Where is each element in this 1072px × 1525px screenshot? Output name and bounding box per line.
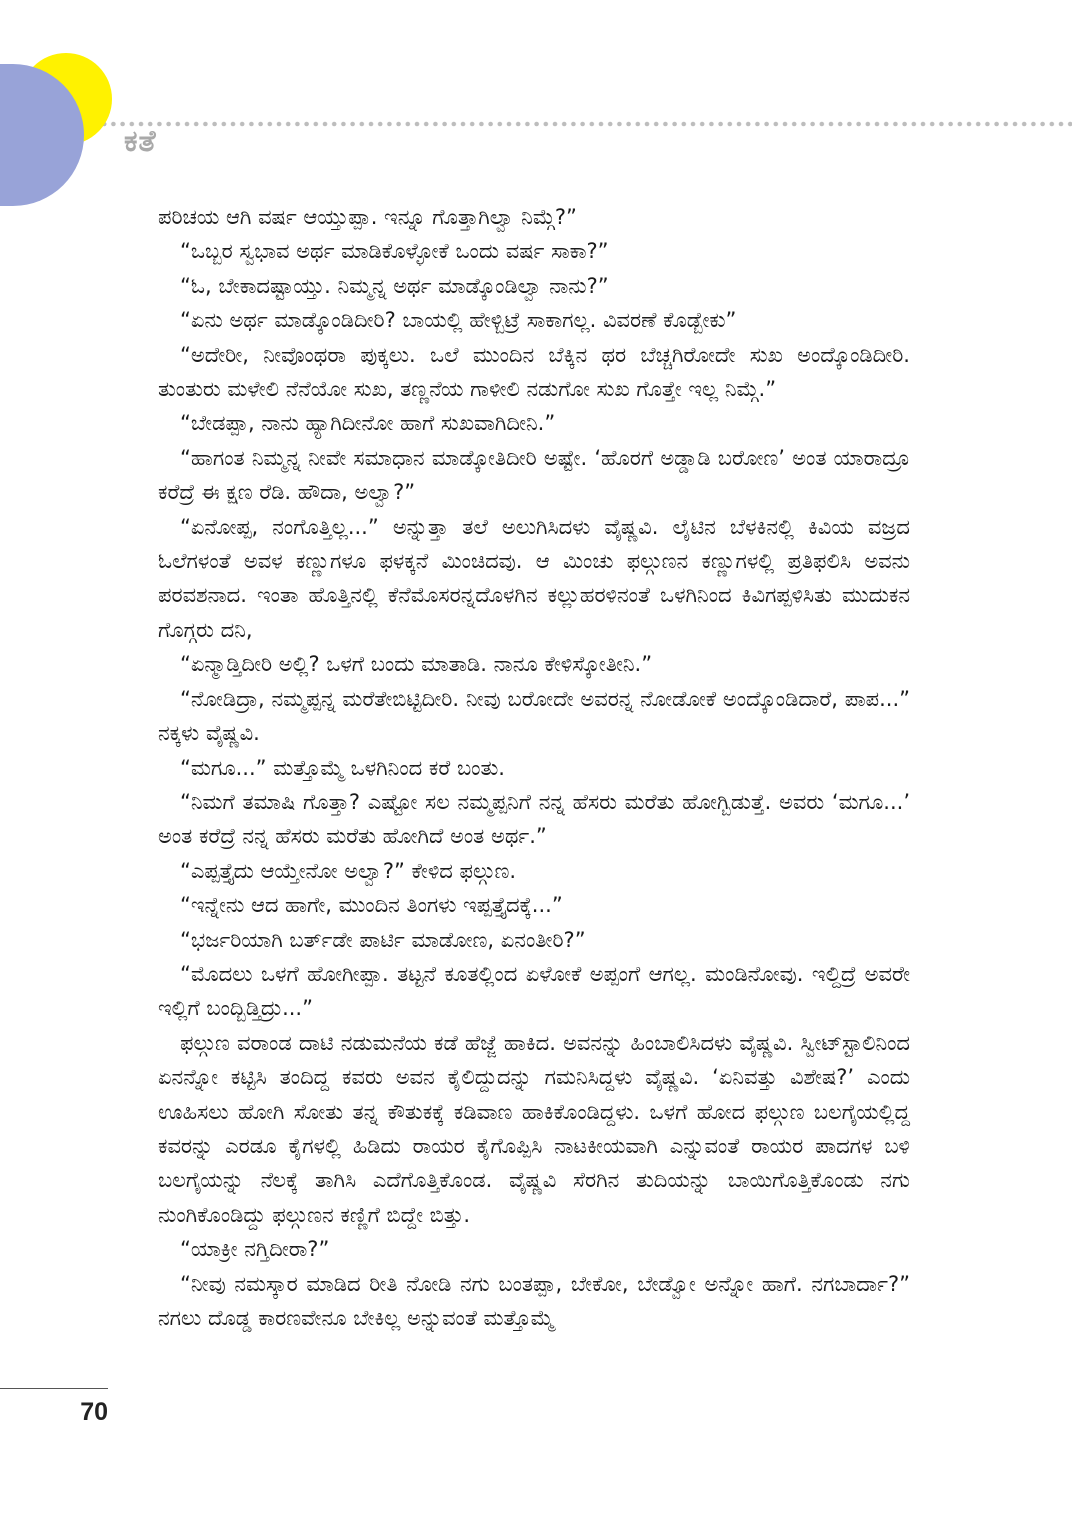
paragraph: “ನಿಮಗೆ ತಮಾಷಿ ಗೊತ್ತಾ? ಎಷ್ಟೋ ಸಲ ನಮ್ಮಪ್ಪನಿಗೆ ನನ್ನ ಹೆಸರು ಮರೆತು ಹೋಗ್ಬಿಡುತ್ತೆ. ಅವರು ‘ಮಗೂ...’ ಅಂತ ಕರೆದ್ರೆ ನನ್ನ ಹೆಸರು ಮರೆತು ಹೋಗಿದೆ ಅಂತ ಅರ್ಥ.” [158,789,910,849]
section-label: ಕತೆ [124,124,157,159]
paragraph: “ಏನು ಅರ್ಥ ಮಾಡ್ಕೊಂಡಿದೀರಿ? ಬಾಯಲ್ಲಿ ಹೇಳ್ಬಿಟ್ರೆ ಸಾಕಾಗಲ್ಲ. ವಿವರಣೆ ಕೊಡ್ಬೇಕು” [180,308,737,333]
paragraph: “ನೋಡಿದ್ರಾ, ನಮ್ಮಪ್ಪನ್ನ ಮರೆತೇಬಿಟ್ಟಿದೀರಿ. ನೀವು ಬರೋದೇ ಅವರನ್ನ ನೋಡೋಕೆ ಅಂದ್ಕೊಂಡಿದಾರೆ, ಪಾಪ...” ನಕ್ಕಳು ವೈಷ್ಣವಿ. [158,686,910,746]
page-number: 70 [80,1398,108,1426]
paragraph: “ಮೊದಲು ಒಳಗೆ ಹೋಗೀಪ್ಪಾ. ತಟ್ಟನೆ ಕೂತಲ್ಲಿಂದ ಏಳೋಕೆ ಅಪ್ಪಂಗೆ ಆಗಲ್ಲ. ಮಂಡಿನೋವು. ಇಲ್ದಿದ್ರೆ ಅವರೇ ಇಲ್ಲಿಗೆ ಬಂದ್ಬಿಡ್ತಿದ್ರು...” [158,961,910,1021]
paragraph: “ಎಪ್ಪತ್ತೈದು ಆಯ್ತೇನೋ ಅಲ್ವಾ?” ಕೇಳಿದ ಫಲ್ಗುಣ. [180,858,517,883]
paragraph: “ಏನೋಪ್ಪ, ನಂಗೊತ್ತಿಲ್ಲ...” ಅನ್ನುತ್ತಾ ತಲೆ ಅಲುಗಿಸಿದಳು ವೈಷ್ಣವಿ. ಲೈಟಿನ ಬೆಳಕಿನಲ್ಲಿ ಕಿವಿಯ ವಜ್ರದ ಓಲೆಗಳಂತೆ ಅವಳ ಕಣ್ಣುಗಳೂ ಫಳಕ್ಕನೆ ಮಿಂಚಿದವು. ಆ ಮಿಂಚು ಫಲ್ಗುಣನ ಕಣ್ಣುಗಳಲ್ಲಿ ಪ್ರತಿಫಲಿಸಿ ಅವನು ಪರವಶನಾದ. ಇಂತಾ ಹೊತ್ತಿನಲ್ಲಿ ಕೆನೆಮೊಸರನ್ನದೊಳಗಿನ ಕಲ್ಲುಹರಳಿನಂತೆ ಒಳಗಿನಿಂದ ಕಿವಿಗಪ್ಪಳಿಸಿತು ಮುದುಕನ ಗೊಗ್ಗರು ದನಿ, [158,514,910,642]
paragraph: ಪರಿಚಯ ಆಗಿ ವರ್ಷ ಆಯ್ತುಪ್ಪಾ. ಇನ್ನೂ ಗೊತ್ತಾಗಿಲ್ವಾ ನಿಮ್ಗೆ?” [158,205,577,229]
paragraph: “ಏನ್ಮಾಡ್ತಿದೀರಿ ಅಲ್ಲಿ? ಒಳಗೆ ಬಂದು ಮಾತಾಡಿ. ನಾನೂ ಕೇಳಿಸ್ಕೋತೀನಿ.” [180,652,653,677]
paragraph: “ಹಾಗಂತ ನಿಮ್ಮನ್ನ ನೀವೇ ಸಮಾಧಾನ ಮಾಡ್ಕೋತಿದೀರಿ ಅಷ್ಟೇ. ‘ಹೊರಗೆ ಅಡ್ಡಾಡಿ ಬರೋಣ’ ಅಂತ ಯಾರಾದ್ರೂ ಕರೆದ್ರೆ ಈ ಕ್ಷಣ ರೆಡಿ. ಹೌದಾ, ಅಲ್ವಾ?” [158,445,910,505]
header-decoration [0,0,1072,220]
story-body [158,200,910,1335]
paragraph: “ಬೇಡಪ್ಪಾ, ನಾನು ಹ್ಯಾಗಿದೀನೋ ಹಾಗೆ ಸುಖವಾಗಿದೀನಿ.” [180,411,556,436]
paragraph: “ಒಬ್ಬರ ಸ್ವಭಾವ ಅರ್ಥ ಮಾಡಿಕೊಳ್ಳೋಕೆ ಒಂದು ವರ್ಷ ಸಾಕಾ?” [180,239,609,264]
paragraph: “ಯಾಕ್ರೀ ನಗ್ತಿದೀರಾ?” [180,1237,330,1262]
paragraph: “ಮಗೂ...” ಮತ್ತೊಮ್ಮೆ ಒಳಗಿನಿಂದ ಕರೆ ಬಂತು. [180,755,505,780]
paragraph: “ಭರ್ಜರಿಯಾಗಿ ಬರ್ತ್‌ಡೇ ಪಾರ್ಟಿ ಮಾಡೋಣ, ಏನಂತೀರಿ?” [180,927,586,952]
paragraph: “ಇನ್ನೇನು ಆದ ಹಾಗೇ, ಮುಂದಿನ ತಿಂಗಳು ಇಪ್ಪತ್ತೈದಕ್ಕೆ...” [180,893,563,918]
footer-rule [0,1388,108,1389]
dotted-rule [100,120,1072,128]
paragraph: “ಓ, ಬೇಕಾದಷ್ಟಾಯ್ತು. ನಿಮ್ಮನ್ನ ಅರ್ಥ ಮಾಡ್ಕೊಂಡಿಲ್ವಾ ನಾನು?” [180,273,609,298]
paragraph: “ನೀವು ನಮಸ್ಕಾರ ಮಾಡಿದ ರೀತಿ ನೋಡಿ ನಗು ಬಂತಪ್ಪಾ, ಬೇಕೋ, ಬೇಡ್ವೋ ಅನ್ನೋ ಹಾಗೆ. ನಗಬಾರ್ದಾ?” ನಗಲು ದೊಡ್ಡ ಕಾರಣವೇನೂ ಬೇಕಿಲ್ಲ ಅನ್ನುವಂತೆ ಮತ್ತೊಮ್ಮೆ [158,1271,910,1330]
paragraph: ಫಲ್ಗುಣ ವರಾಂಡ ದಾಟಿ ನಡುಮನೆಯ ಕಡೆ ಹೆಜ್ಜೆ ಹಾಕಿದ. ಅವನನ್ನು ಹಿಂಬಾಲಿಸಿದಳು ವೈಷ್ಣವಿ. ಸ್ವೀಟ್‌ಸ್ಟಾಲಿನಿಂದ ಏನನ್ನೋ ಕಟ್ಟಿಸಿ ತಂದಿದ್ದ ಕವರು ಅವನ ಕೈಲಿದ್ದುದನ್ನು ಗಮನಿಸಿದ್ದಳು ವೈಷ್ಣವಿ. ‘ಏನಿವತ್ತು ವಿಶೇಷ?’ ಎಂದು ಊಹಿಸಲು ಹೋಗಿ ಸೋತು ತನ್ನ ಕೌತುಕಕ್ಕೆ ಕಡಿವಾಣ ಹಾಕಿಕೊಂಡಿದ್ದಳು. ಒಳಗೆ ಹೋದ ಫಲ್ಗುಣ ಬಲಗೈಯಲ್ಲಿದ್ದ ಕವರನ್ನು ಎರಡೂ ಕೈಗಳಲ್ಲಿ ಹಿಡಿದು ರಾಯರ ಕೈಗೊಪ್ಪಿಸಿ ನಾಟಕೀಯವಾಗಿ ಎನ್ನುವಂತೆ ರಾಯರ ಪಾದಗಳ ಬಳಿ ಬಲಗೈಯನ್ನು ನೆಲಕ್ಕೆ ತಾಗಿಸಿ ಎದೆಗೊತ್ತಿಕೊಂಡ. ವೈಷ್ಣವಿ ಸೆರಗಿನ ತುದಿಯನ್ನು ಬಾಯಿಗೊತ್ತಿಕೊಂಡು ನಗು ನುಂಗಿಕೊಂಡಿದ್ದು ಫಲ್ಗುಣನ ಕಣ್ಣಿಗೆ ಬಿದ್ದೇ ಬಿತ್ತು. [158,1030,910,1227]
paragraph: “ಅದೇರೀ, ನೀವೊಂಥರಾ ಪುಕ್ಕಲು. ಒಲೆ ಮುಂದಿನ ಬೆಕ್ಕಿನ ಥರ ಬೆಚ್ಚಗಿರೋದೇ ಸುಖ ಅಂದ್ಕೊಂಡಿದೀರಿ. ತುಂತುರು ಮಳೇಲಿ ನೆನೆಯೋ ಸುಖ, ತಣ್ಣನೆಯ ಗಾಳೀಲಿ ನಡುಗೋ ಸುಖ ಗೊತ್ತೇ ಇಲ್ಲ ನಿಮ್ಗೆ.” [158,342,910,402]
